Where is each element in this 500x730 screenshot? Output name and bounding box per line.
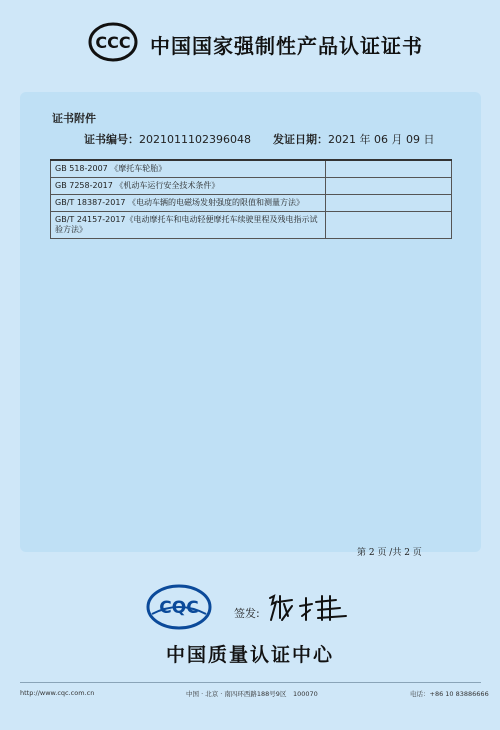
cqc-logo: [146, 584, 212, 630]
standard-cell: GB/T 24157-2017《电动摩托车和电动轻便摩托车续驶里程及残电指示试验方法》: [51, 212, 326, 239]
footer-url: http://www.cqc.com.cn: [20, 689, 95, 697]
standard-cell: GB 7258-2017 《机动车运行安全技术条件》: [51, 178, 326, 195]
certificate-title: 中国国家强制性产品认证证书: [150, 34, 423, 58]
signature-label: 签发:: [234, 607, 260, 620]
standard-cell: GB 518-2007 《摩托车轮胎》: [51, 160, 326, 178]
certificate-info-line: [84, 131, 434, 147]
standards-table: [50, 159, 452, 239]
table-row: [51, 212, 452, 239]
page-indicator: 第 2 页 /共 2 页: [357, 548, 422, 558]
annex-label: 证书附件: [52, 112, 96, 125]
footer-address: 中国 · 北京 · 南四环西路188号9区 100070: [186, 690, 318, 698]
standard-note-cell: [325, 212, 451, 239]
standard-cell: GB/T 18387-2017 《电动车辆的电磁场发射强度的限值和测量方法》: [51, 195, 326, 212]
cert-no-value: 2021011102396048: [139, 133, 251, 146]
issuing-organization: 中国质量认证中心: [165, 644, 334, 666]
footer-phone: 电话：+86 10 83886666: [410, 690, 489, 698]
footer-divider: [20, 682, 481, 683]
svg-text:CQC: CQC: [159, 598, 199, 618]
svg-text:CCC: CCC: [95, 33, 131, 52]
table-row: [51, 160, 452, 178]
ccc-logo: [88, 22, 138, 62]
table-row: [51, 195, 452, 212]
issue-date-value: 2021 年 06 月 09 日: [327, 133, 435, 146]
cert-no-label: 证书编号：: [84, 133, 139, 146]
standard-note-cell: [325, 160, 451, 178]
table-row: [51, 178, 452, 195]
handwritten-signature: [266, 590, 350, 624]
issue-date-label: 发证日期：: [272, 133, 328, 146]
standard-note-cell: [325, 195, 451, 212]
certificate-header: [0, 22, 500, 66]
standard-note-cell: [325, 178, 451, 195]
